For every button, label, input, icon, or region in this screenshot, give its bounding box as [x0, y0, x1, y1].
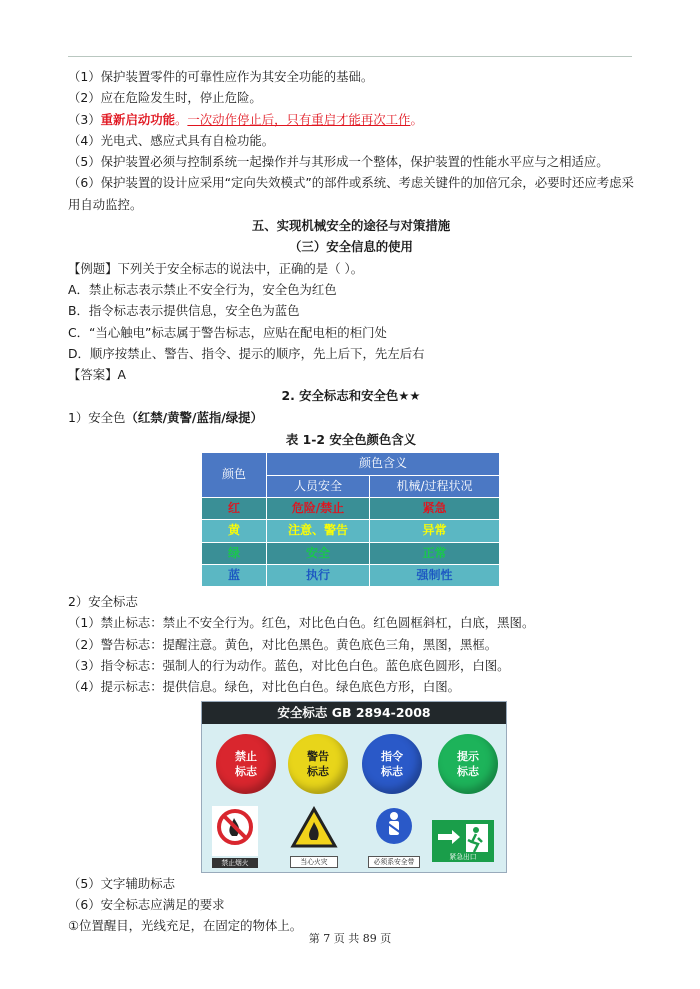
item-2: （2）应在危险发生时，停止危险。: [68, 90, 262, 106]
circle-label: 标志: [381, 764, 403, 778]
item-3-end: 。: [410, 111, 423, 127]
safety-belt-sign: [368, 806, 420, 866]
item-4: （4）光电式、感应式具有自检功能。: [68, 132, 275, 148]
image-title: 安全标志 GB 2894-2008: [202, 702, 506, 724]
table-cell: 绿: [202, 542, 267, 564]
table-cell: 注意、警告: [267, 520, 370, 542]
table-header-meaning: 颜色含义: [267, 453, 500, 475]
requirement-1: ①位置醒目，光线充足，在固定的物体上。: [68, 918, 303, 934]
subsection-heading: （三）安全信息的使用: [289, 239, 413, 255]
circle-label: 标志: [235, 764, 257, 778]
circle-label: 禁止: [235, 749, 257, 763]
sign-item-3: （3）指令标志：强制人的行为动作。蓝色，对比色白色。蓝色底色圆形，白图。: [68, 658, 510, 674]
exit-sign: [432, 820, 494, 860]
circle-label: 警告: [307, 749, 329, 763]
item-6-requirements: （6）安全标志应满足的要求: [68, 896, 225, 912]
table-cell: 正常: [369, 542, 499, 564]
table-title: 表 1-2 安全色颜色含义: [285, 432, 417, 448]
option-a: A．禁止标志表示禁止不安全行为，安全色为红色: [68, 281, 337, 297]
safety-color-table: [201, 452, 500, 587]
sign-tag: 禁止烟火: [212, 858, 258, 868]
item-3-prefix: （3）: [68, 111, 101, 127]
option-d: D．顺序按禁止、警告、指令、提示的顺序，先上后下，先左后右: [68, 345, 425, 361]
table-row: [202, 497, 500, 519]
table-row: [202, 520, 500, 542]
answer: 【答案】A: [68, 367, 127, 383]
table-row: [202, 564, 500, 586]
sign-item-4: （4）提示标志：提供信息。绿色，对比色白色。绿色底色方形，白图。: [68, 679, 460, 695]
option-c: C．“当心触电”标志属于警告标志，应贴在配电柜的柜门处: [68, 324, 387, 340]
circle-label: 标志: [457, 764, 479, 778]
item-5-text-sign: （5）文字辅助标志: [68, 875, 176, 891]
item-3-sep: 。: [175, 111, 188, 127]
warning-circle: [288, 734, 348, 794]
safety-sign-image: [201, 701, 507, 873]
circle-label: 指令: [381, 749, 403, 763]
mandatory-circle: [362, 734, 422, 794]
table-cell: 蓝: [202, 564, 267, 586]
sign-tag: 当心火灾: [290, 856, 338, 868]
table-cell: 黄: [202, 520, 267, 542]
item-3-emphasis: 一次动作停止后，只有重启才能再次工作: [187, 111, 411, 127]
table-header-color: 颜色: [202, 453, 267, 498]
table-cell: 紧急: [369, 497, 499, 519]
safety-color-heading: [68, 407, 634, 428]
circle-label: 提示: [457, 749, 479, 763]
example-question: 【例题】下列关于安全标志的说法中，正确的是（ ）。: [68, 260, 364, 276]
no-fire-icon: [212, 806, 258, 856]
information-circle: [438, 734, 498, 794]
fire-warning-sign: [290, 806, 338, 866]
item-1: （1）保护装置零件的可靠性应作为其安全功能的基础。: [68, 69, 374, 84]
page-footer: 第 7 页 共 89 页: [308, 932, 392, 945]
item-5: （5）保护装置必须与控制系统一起操作并与其形成一个整体，保护装置的性能水平应与之相适应。: [68, 154, 609, 170]
table-cell: 红: [202, 497, 267, 519]
safety-sign-heading: 2）安全标志: [68, 594, 138, 610]
item-3: [68, 109, 634, 130]
table-cell: 安全: [267, 542, 370, 564]
sign-tag: 必须系安全带: [368, 856, 420, 868]
table-cell: 危险/禁止: [267, 497, 370, 519]
table-header-machine: 机械/过程状况: [369, 475, 499, 497]
section-heading: 五、实现机械安全的途径与对策措施: [251, 218, 451, 234]
table-cell: 执行: [267, 564, 370, 586]
option-b: B．指令标志表示提供信息，安全色为蓝色: [68, 303, 300, 319]
section-2-heading: 2. 安全标志和安全色★★: [281, 388, 421, 404]
prohibition-circle: [216, 734, 276, 794]
table-row: [202, 542, 500, 564]
fire-warning-icon: [290, 806, 338, 856]
no-fire-sign: [212, 806, 258, 866]
table-header-person: 人员安全: [267, 475, 370, 497]
sign-item-2: （2）警告标志：提醒注意。黄色，对比色黑色。黄色底色三角，黑图，黑框。: [68, 636, 498, 652]
table-cell: 异常: [369, 520, 499, 542]
safety-color-mnemonic: （红禁/黄警/蓝指/绿提）: [125, 409, 263, 425]
item-6: （6）保护装置的设计应采用“定向失效模式”的部件或系统、考虑关键件的加倍冗余，必要时还应考虑采用自动监控。: [68, 175, 634, 212]
circle-label: 标志: [307, 764, 329, 778]
safety-belt-icon: [368, 806, 420, 856]
table-cell: 强制性: [369, 564, 499, 586]
item-3-keyword: 重新启动功能: [100, 111, 176, 127]
header-rule: [68, 56, 632, 57]
safety-color-label: 1）安全色: [68, 409, 126, 425]
sign-tag: 紧急出口: [432, 852, 494, 862]
page-content: [68, 66, 634, 937]
sign-item-1: （1）禁止标志：禁止不安全行为。红色，对比色白色。红色圆框斜杠，白底，黑图。: [68, 615, 535, 631]
